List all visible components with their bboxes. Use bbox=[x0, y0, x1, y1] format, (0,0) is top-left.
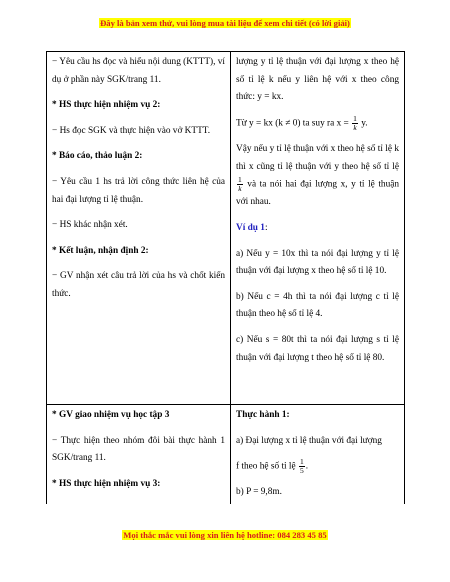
fraction-numerator: 1 bbox=[353, 113, 357, 123]
preview-notice-banner bbox=[0, 18, 450, 28]
paragraph: − HS khác nhận xét. bbox=[52, 220, 128, 231]
preview-notice-text: Đây là bản xem thử, vui lòng mua tài liệu để xem chi tiết (có lời giải) bbox=[100, 18, 350, 28]
example-colon: : bbox=[264, 223, 268, 234]
fraction bbox=[299, 458, 305, 475]
formula-text: Từ y = kx (k ≠ 0) ta suy ra x = bbox=[236, 118, 352, 129]
lesson-table bbox=[46, 51, 405, 504]
section-heading: * HS thực hiện nhiệm vụ 3: bbox=[52, 478, 161, 489]
example-item: c) Nếu s = 80t thì ta nói đại lượng s tỉ lệ thuận với đại lượng t theo hệ số tỉ lệ 80. bbox=[236, 335, 399, 363]
example-item: b) Nếu c = 4h thì ta nói đại lượng c tỉ lệ thuận theo hệ số tỉ lệ 4. bbox=[236, 291, 399, 320]
paragraph: − Yêu cầu 1 hs trả lời công thức liên hệ của hai đại lượng tỉ lệ thuận. bbox=[52, 176, 225, 205]
content-cell bbox=[231, 405, 405, 505]
conclusion-paragraph bbox=[236, 141, 399, 212]
paragraph-text: . bbox=[305, 461, 309, 472]
hotline-banner bbox=[0, 530, 450, 540]
fraction bbox=[352, 115, 358, 132]
practice-title: Thực hành 1: bbox=[236, 410, 290, 420]
practice-item: a) Đại lượng x tỉ lệ thuận với đại lượng bbox=[236, 435, 382, 446]
paragraph-text: f theo hệ số tỉ lệ bbox=[236, 461, 298, 472]
paragraph-text: và ta nói hai đại lượng x, y tỉ lệ thuận với nhau. bbox=[236, 179, 399, 208]
teacher-activity-cell bbox=[47, 405, 231, 505]
fraction-numerator: 1 bbox=[299, 457, 304, 467]
formula-paragraph bbox=[236, 115, 399, 133]
example-heading bbox=[236, 220, 399, 238]
example-item: a) Nếu y = 10x thì ta nói đại lượng y tỉ lệ thuận với đại lượng x theo hệ số tỉ lệ 10. bbox=[236, 248, 399, 277]
hotline-text: Mọi thắc mắc vui lòng xin liên hệ hotline: 084 283 45 85 bbox=[123, 530, 327, 540]
fraction-numerator: 1 bbox=[238, 175, 242, 185]
formula-text: y. bbox=[358, 118, 368, 129]
section-heading: * GV giao nhiệm vụ học tập 3 bbox=[52, 410, 170, 420]
table-row bbox=[47, 52, 405, 405]
paragraph: − Hs đọc SGK và thực hiện vào vở KTTT. bbox=[52, 125, 211, 136]
fraction-denominator: k bbox=[238, 184, 242, 194]
definition-paragraph: lượng y tỉ lệ thuận với đại lượng x theo hệ số tỉ lệ k nếu y liên hệ với x theo công thức: y = kx. bbox=[236, 57, 399, 103]
section-heading: * Kết luận, nhận định 2: bbox=[52, 245, 149, 256]
section-heading: * HS thực hiện nhiệm vụ 2: bbox=[52, 100, 161, 111]
fraction-denominator: 5 bbox=[299, 466, 304, 476]
fraction-denominator: k bbox=[353, 122, 357, 132]
paragraph: − Thực hiện theo nhóm đôi bài thực hành 1 SGK/trang 11. bbox=[52, 435, 225, 464]
practice-item: b) P = 9,8m. bbox=[236, 487, 282, 498]
example-label: Ví dụ 1 bbox=[236, 223, 265, 234]
paragraph: − Yêu cầu hs đọc và hiểu nội dung (KTTT), ví dụ ở phần này SGK/trang 11. bbox=[52, 57, 225, 85]
table-row bbox=[47, 405, 405, 505]
section-heading: * Báo cáo, thảo luận 2: bbox=[52, 151, 143, 162]
practice-item-continued bbox=[236, 458, 399, 476]
teacher-activity-cell bbox=[47, 52, 231, 405]
paragraph-text: Vậy nếu y tỉ lệ thuận với x theo hệ số tỉ lệ k thì x cũng tỉ lệ thuận với y theo hệ số tỉ lệ bbox=[236, 144, 399, 172]
paragraph: − GV nhận xét câu trả lời của hs và chốt kiến thức. bbox=[52, 271, 225, 299]
fraction bbox=[237, 176, 243, 193]
content-cell bbox=[231, 52, 405, 405]
